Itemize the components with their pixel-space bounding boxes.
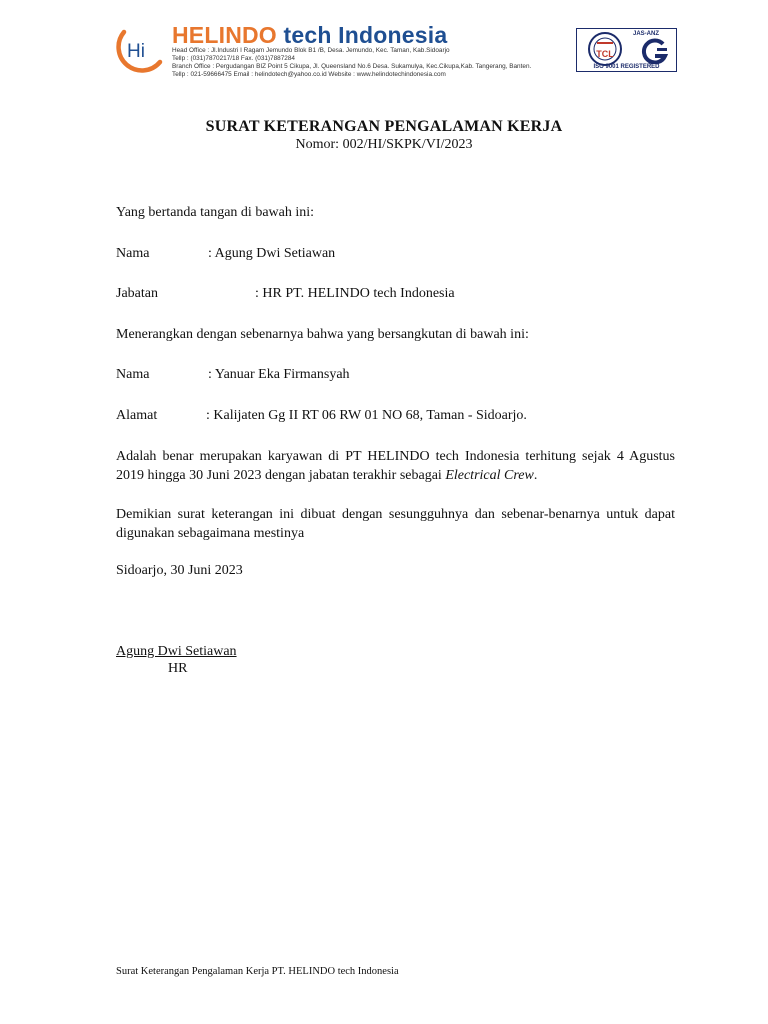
jas-anz-logo-icon bbox=[637, 38, 671, 64]
seal-text: TCL bbox=[596, 49, 614, 59]
place-date: Sidoarjo, 30 Juni 2023 bbox=[116, 563, 243, 578]
branch-office-address: Branch Office : Pergudangan BIZ Point 5 Cikupa, Jl. Queensland No.6 Desa. Sukamulya, Kec.Cikupa,Kab. Tangerang, Banten. bbox=[172, 63, 532, 70]
employment-statement-text: Adalah benar merupakan karyawan di PT HELINDO tech Indonesia terhitung sejak 4 Agustus 2019 hingga 30 Juni 2023 dengan jabatan terakhir sebagai bbox=[116, 449, 675, 483]
page-footer: Surat Keterangan Pengalaman Kerja PT. HELINDO tech Indonesia bbox=[116, 966, 399, 977]
employee-address-value: : Kalijaten Gg II RT 06 RW 01 NO 68, Taman - Sidoarjo. bbox=[206, 408, 527, 423]
company-name bbox=[172, 22, 447, 49]
signatory-position-row bbox=[116, 286, 455, 302]
intro-text: Yang bertanda tangan di bawah ini: bbox=[116, 205, 315, 220]
company-name-primary: HELINDO bbox=[172, 22, 277, 48]
company-name-secondary: tech Indonesia bbox=[283, 22, 448, 48]
employee-name-value: : Yanuar Eka Firmansyah bbox=[208, 367, 350, 382]
letter-number: Nomor: 002/HI/SKPK/VI/2023 bbox=[295, 137, 473, 152]
employment-statement: Adalah benar merupakan karyawan di PT HELINDO tech Indonesia terhitung sejak 4 Agustus 2019 hingga 30 Juni 2023 dengan jabatan terakhir sebagai Electrical Crew. bbox=[116, 449, 675, 483]
certification-seal-icon bbox=[581, 31, 629, 67]
signatory-position-value: : HR PT. HELINDO tech Indonesia bbox=[255, 286, 455, 301]
head-office-address: Head Office : Jl.Industri I Ragam Jemundo Blok B1 /B, Desa. Jemundo, Kec. Taman, Kab.Sidoarjo bbox=[172, 47, 450, 54]
last-role: Electrical Crew bbox=[445, 468, 534, 483]
signature-name: Agung Dwi Setiawan bbox=[116, 644, 237, 659]
signatory-name-value: : Agung Dwi Setiawan bbox=[208, 246, 336, 261]
letter-title: SURAT KETERANGAN PENGALAMAN KERJA bbox=[205, 118, 563, 135]
signatory-name-row bbox=[116, 246, 335, 262]
signatory-name-label: Nama bbox=[116, 246, 150, 261]
employee-address-label: Alamat bbox=[116, 408, 158, 423]
statement-text: Menerangkan dengan sebenarnya bahwa yang bersangkutan di bawah ini: bbox=[116, 327, 529, 342]
company-logo-icon bbox=[116, 24, 170, 74]
logo-initials: Hi bbox=[127, 41, 145, 62]
letterhead bbox=[116, 22, 680, 82]
iso-registered-label: ISO 9001 REGISTERED bbox=[593, 64, 660, 70]
employee-name-label: Nama bbox=[116, 367, 150, 382]
employee-address-row bbox=[116, 408, 527, 424]
signature-title: HR bbox=[168, 661, 188, 676]
closing-statement: Demikian surat keterangan ini dibuat dengan sesungguhnya dan sebenar-benarnya untuk dapat digunakan sebagaimana mestinya bbox=[116, 507, 675, 541]
signatory-position-label: Jabatan bbox=[116, 286, 158, 301]
head-office-phone: Tellp : (031)7870217/18 Fax. (031)7887284 bbox=[172, 55, 295, 62]
jas-anz-label: JAS-ANZ bbox=[633, 31, 660, 37]
employee-name-row bbox=[116, 367, 350, 383]
iso-certification-badge bbox=[576, 28, 677, 72]
branch-office-contact: Tellp : 021-59666475 Email : helindotech@yahoo.co.id Website : www.helindotechindonesia.com bbox=[172, 71, 446, 78]
